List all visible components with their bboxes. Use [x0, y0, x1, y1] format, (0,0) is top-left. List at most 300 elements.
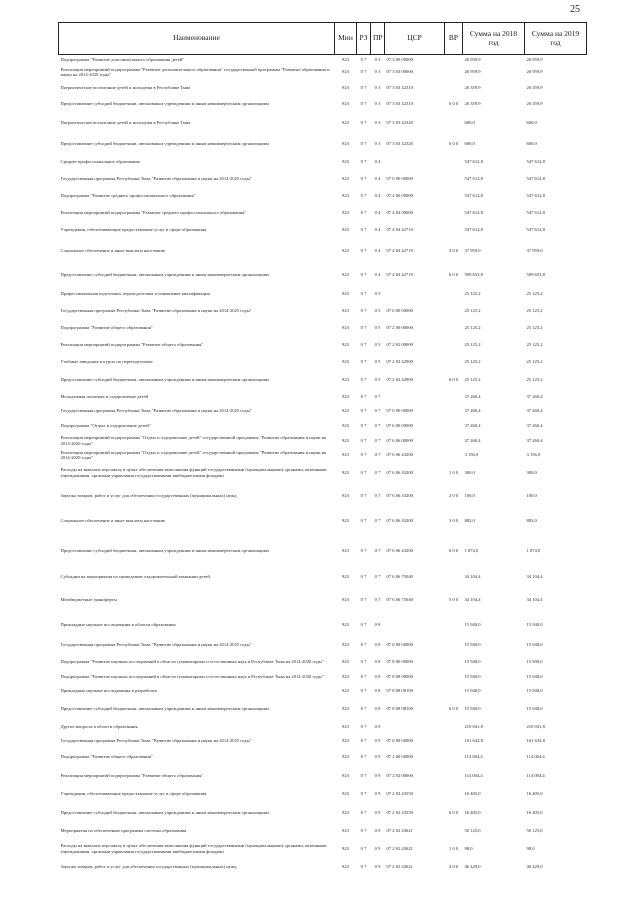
cell-sum-2019: 15 940,0: [526, 621, 543, 627]
cell-csr: 07 3 00 00000: [386, 56, 413, 62]
cell-pr: 0 3: [374, 120, 381, 126]
cell-pr: 0 9: [374, 772, 381, 778]
cell-min: 923: [342, 791, 349, 797]
cell-pr: 0 7: [374, 422, 381, 428]
cell-sum-2019: 161 632,8: [526, 737, 545, 743]
cell-pr: 0 8: [374, 687, 381, 693]
cell-sum-2018: 25 125,2: [464, 291, 481, 297]
cell-vr: [445, 113, 463, 134]
cell-name: Предоставление субсидий бюджетным, автономным учреждениям и иным некоммерческим организациям: [60, 547, 269, 553]
cell-sum-2018: 50 125,0: [464, 827, 481, 833]
cell-csr: 07 0 00 00000: [386, 175, 413, 181]
cell-rz: 0 7: [360, 271, 367, 277]
table-row: [59, 64, 587, 81]
table-row: [59, 462, 587, 484]
cell-pr: 0 9: [374, 845, 381, 851]
table-row: [59, 721, 587, 733]
cell-rz: 0 7: [360, 342, 367, 348]
cell-csr: 07 6 06 43200: [386, 518, 413, 524]
header-sum-2019: Сумма на 2019 год: [525, 23, 587, 55]
budget-table: [58, 22, 587, 875]
cell-sum-2019: 547 612,8: [526, 192, 545, 198]
cell-pr: 0 7: [374, 573, 381, 579]
header-sum-2018: Сумма на 2018 год: [463, 23, 525, 55]
cell-min: 923: [342, 422, 349, 428]
cell-sum-2019: 46 429,0: [526, 863, 543, 869]
cell-csr: 07 3 03 42320: [386, 120, 413, 126]
cell-min: 923: [342, 342, 349, 348]
cell-vr: [445, 786, 463, 803]
cell-vr: 6 0 0: [448, 141, 459, 147]
cell-sum-2018: 16 405,0: [464, 809, 481, 815]
cell-csr: 07 8 08 00000: [386, 673, 413, 679]
cell-sum-2018: 34 104,4: [464, 597, 481, 603]
cell-sum-2018: 547 612,8: [464, 227, 483, 233]
cell-rz: 0 7: [360, 754, 367, 760]
cell-pr: 0 9: [374, 737, 381, 743]
cell-csr: [385, 287, 445, 302]
cell-rz: 0 7: [360, 706, 367, 712]
table-row: [59, 433, 587, 449]
cell-vr: [445, 320, 463, 336]
cell-rz: 0 7: [360, 621, 367, 627]
cell-name: Другие вопросы в области образования: [60, 723, 138, 729]
cell-rz: 0 7: [360, 159, 367, 165]
table-row: [59, 391, 587, 404]
cell-sum-2018: 15 940,0: [464, 706, 481, 712]
cell-name: Предоставление субсидий бюджетным, автономным учреждениям и иным некоммерческим организациям: [60, 141, 269, 147]
cell-vr: 1 0 0: [448, 469, 459, 475]
table-row: [59, 567, 587, 587]
cell-sum-2018: 34 104,4: [464, 573, 481, 579]
cell-sum-2018: 882,0: [464, 518, 475, 524]
cell-sum-2019: 547 612,8: [526, 209, 545, 215]
cell-pr: 0 8: [374, 658, 381, 664]
cell-sum-2018: 600,0: [464, 120, 475, 126]
cell-name: Закупка товаров, работ и услуг для обеспечения государственных (муниципальных) нужд: [60, 863, 237, 869]
cell-min: 923: [342, 547, 349, 553]
cell-sum-2019: 600,0: [526, 120, 537, 126]
cell-min: 923: [342, 597, 349, 603]
table-row: [59, 786, 587, 803]
cell-vr: [445, 81, 463, 96]
cell-pr: 0 7: [374, 547, 381, 553]
cell-pr: 0 9: [374, 827, 381, 833]
cell-sum-2018: 15 940,0: [464, 621, 481, 627]
table-row: [59, 484, 587, 508]
cell-rz: 0 7: [360, 518, 367, 524]
cell-vr: [445, 355, 463, 369]
cell-sum-2018: 547 612,8: [464, 192, 483, 198]
cell-min: 923: [342, 141, 349, 147]
cell-vr: 6 0 0: [448, 547, 459, 553]
cell-name: Закупка товаров, работ и услуг для обеспечения государственных (муниципальных) нужд: [60, 492, 237, 498]
cell-sum-2019: 600,0: [526, 141, 537, 147]
cell-vr: [445, 64, 463, 81]
cell-sum-2018: 15 940,0: [464, 641, 481, 647]
cell-rz: 0 7: [360, 547, 367, 553]
cell-name: Реализация мероприятий подпрограммы "Отдых и оздоровление детей" государственной программы "Развитие образования и науки на 2014-2020 годы": [60, 435, 327, 446]
cell-name: Подпрограмма "Отдых и оздоровление детей": [60, 422, 151, 428]
cell-min: 923: [342, 658, 349, 664]
cell-sum-2018: 37 260,4: [464, 408, 481, 414]
cell-csr: 07 2 02 43621: [386, 845, 413, 851]
cell-rz: 0 7: [360, 209, 367, 215]
cell-pr: 0 8: [374, 621, 381, 627]
cell-name: Межбюджетные трансферты: [60, 597, 117, 603]
cell-sum-2019: 15 940,0: [526, 673, 543, 679]
cell-min: 923: [342, 56, 349, 62]
cell-sum-2018: 46 429,0: [464, 863, 481, 869]
cell-min: 923: [342, 492, 349, 498]
cell-rz: 0 7: [360, 437, 367, 443]
cell-vr: 2 0 0: [448, 863, 459, 869]
table-row: [59, 698, 587, 721]
page-number: 25: [570, 4, 580, 15]
cell-pr: 0 3: [374, 101, 381, 107]
cell-pr: 0 5: [374, 324, 381, 330]
cell-sum-2018: 210 041,8: [464, 723, 483, 729]
cell-rz: 0 7: [360, 723, 367, 729]
cell-vr: [445, 302, 463, 320]
table-row: [59, 535, 587, 567]
cell-sum-2019: 37 260,4: [526, 437, 543, 443]
cell-min: 923: [342, 772, 349, 778]
table-row: [59, 803, 587, 823]
cell-sum-2019: 25 125,2: [526, 376, 543, 382]
cell-pr: 0 7: [374, 437, 381, 443]
table-row: [59, 733, 587, 749]
cell-name: Расходы на выплаты персоналу в целях обеспечения выполнения функций государственными (муниципальными) органами, казенными учреждениями, органами управления государственными внебюджетными фондами: [60, 467, 327, 478]
cell-min: 923: [342, 227, 349, 233]
cell-sum-2018: 26 959,9: [464, 56, 481, 62]
cell-sum-2018: 114 004,4: [464, 772, 483, 778]
cell-csr: 07 6 06 43200: [386, 469, 413, 475]
cell-vr: [445, 55, 463, 64]
table-row: [59, 155, 587, 170]
table-row: [59, 614, 587, 636]
table-row: [59, 188, 587, 204]
cell-vr: 6 0 0: [448, 376, 459, 382]
cell-rz: 0 7: [360, 673, 367, 679]
cell-rz: 0 7: [360, 175, 367, 181]
cell-sum-2019: 37 959,0: [526, 247, 543, 253]
cell-pr: 0 8: [374, 641, 381, 647]
cell-sum-2019: 50 125,0: [526, 827, 543, 833]
cell-sum-2019: 26 959,9: [526, 69, 543, 75]
cell-csr: 07 4 04 42710: [386, 271, 413, 277]
cell-name: Патриотическое воспитание детей и молодежи в Республике Тыва: [60, 120, 191, 126]
cell-pr: 0 4: [374, 227, 381, 233]
cell-rz: 0 7: [360, 573, 367, 579]
cell-csr: 07 3 03 42310: [386, 101, 413, 107]
cell-csr: 07 6 06 43200: [386, 492, 413, 498]
cell-sum-2018: 15 940,0: [464, 687, 481, 693]
header-csr: ЦСР: [385, 23, 445, 55]
cell-min: 923: [342, 101, 349, 107]
cell-name: Прикладные научные исследования и разработки: [60, 687, 157, 693]
cell-vr: [445, 567, 463, 587]
cell-vr: [445, 404, 463, 419]
cell-pr: 0 3: [374, 85, 381, 91]
table-row: [59, 749, 587, 766]
table-header: [59, 23, 587, 55]
cell-sum-2018: 26 359,9: [464, 101, 481, 107]
cell-sum-2018: 100,0: [464, 492, 475, 498]
cell-name: Государственная программа Республики Тыва "Развитие образования и науки на 2014-2025 годы": [60, 737, 252, 743]
cell-name: Учреждения, обеспечивающие предоставление услуг в сфере образования: [60, 791, 207, 797]
table-row: [59, 404, 587, 419]
cell-name: Прикладные научные исследования в области образования: [60, 621, 176, 627]
cell-rz: 0 7: [360, 845, 367, 851]
cell-vr: 6 0 0: [448, 101, 459, 107]
cell-name: Государственная программа Республики Тыва "Развитие образования и науки на 2014-2025 годы": [60, 175, 252, 181]
cell-min: 923: [342, 573, 349, 579]
cell-name: Расходы на выплаты персоналу в целях обеспечения выполнения функций государственными (муниципальными) органами, казенными учреждениями, органами управления государственными внебюджетными фондами: [60, 843, 327, 854]
cell-pr: 0 5: [374, 342, 381, 348]
cell-sum-2019: 37 260,4: [526, 422, 543, 428]
cell-min: 923: [342, 706, 349, 712]
cell-vr: [445, 733, 463, 749]
cell-csr: 07 2 02 00000: [386, 342, 413, 348]
cell-sum-2019: 3 156,0: [526, 452, 541, 458]
cell-csr: 07 8 08 08100: [386, 706, 413, 712]
cell-sum-2019: 547 612,8: [526, 175, 545, 181]
cell-sum-2018: 26 359,9: [464, 85, 481, 91]
cell-sum-2018: 161 632,8: [464, 737, 483, 743]
cell-pr: 0 4: [374, 209, 381, 215]
cell-rz: 0 7: [360, 192, 367, 198]
cell-min: 923: [342, 291, 349, 297]
cell-vr: [445, 823, 463, 839]
cell-pr: 0 4: [374, 271, 381, 277]
header-name: Наименование: [59, 23, 335, 55]
cell-pr: 0 9: [374, 809, 381, 815]
header-min: Мин: [335, 23, 357, 55]
cell-sum-2019: 114 004,4: [526, 754, 545, 760]
cell-pr: 0 4: [374, 247, 381, 253]
cell-sum-2018: 1 874,0: [464, 547, 479, 553]
cell-pr: 0 5: [374, 376, 381, 382]
cell-vr: [445, 419, 463, 433]
header-vr: ВР: [445, 23, 463, 55]
cell-sum-2018: 25 125,2: [464, 376, 481, 382]
cell-sum-2019: 26 359,9: [526, 85, 543, 91]
cell-sum-2019: 300,0: [526, 469, 537, 475]
cell-name: Реализация мероприятий подпрограммы "Развитие дополнительного образования" государственной программы "Развитие образования и науки на 2014-2020 годы": [60, 66, 330, 77]
cell-sum-2019: 15 940,0: [526, 687, 543, 693]
cell-vr: [445, 170, 463, 188]
cell-name: Подпрограмма "Развитие научных исследований в области гуманитарных и естественных наук в Республике Тыва на 2014-2020 годы": [60, 673, 324, 679]
cell-min: 923: [342, 192, 349, 198]
cell-pr: 0 3: [374, 56, 381, 62]
cell-sum-2019: 100,0: [526, 492, 537, 498]
table-row: [59, 81, 587, 96]
cell-pr: 0 7: [374, 492, 381, 498]
cell-vr: [445, 222, 463, 239]
cell-csr: 07 4 04 00000: [386, 209, 413, 215]
cell-csr: 07 0 00 00000: [386, 408, 413, 414]
cell-min: 923: [342, 247, 349, 253]
cell-min: 923: [342, 209, 349, 215]
cell-rz: 0 7: [360, 772, 367, 778]
cell-name: Учебные заведения и курсы по переподготовке: [60, 358, 153, 364]
cell-pr: 0 5: [374, 307, 381, 313]
header-rz: РЗ: [357, 23, 371, 55]
cell-csr: 07 6 06 00000: [386, 437, 413, 443]
cell-csr: 07 2 00 00000: [386, 324, 413, 330]
cell-vr: [445, 391, 463, 404]
cell-vr: [445, 654, 463, 670]
cell-min: 923: [342, 687, 349, 693]
cell-min: 923: [342, 469, 349, 475]
cell-min: 923: [342, 159, 349, 165]
cell-csr: 07 6 06 43200: [386, 452, 413, 458]
table-row: [59, 654, 587, 670]
cell-csr: [385, 155, 445, 170]
cell-name: Учреждения, обеспечивающие предоставление услуг в сфере образования: [60, 227, 207, 233]
cell-pr: 0 7: [374, 394, 381, 400]
cell-pr: 0 7: [374, 597, 381, 603]
cell-name: Реализация мероприятий подпрограммы "Отдых и оздоровление детей" государственной программы "Развитие образования и науки на 2014-2020 годы": [60, 449, 327, 460]
cell-csr: 07 2 02 43621: [386, 863, 413, 869]
cell-pr: 0 4: [374, 159, 381, 165]
cell-name: Реализация мероприятий подпрограммы "Развитие общего образования": [60, 772, 204, 778]
cell-rz: 0 7: [360, 227, 367, 233]
cell-min: 923: [342, 120, 349, 126]
cell-csr: 07 3 03 00000: [386, 69, 413, 75]
cell-csr: 07 2 02 42900: [386, 376, 413, 382]
cell-rz: 0 7: [360, 408, 367, 414]
cell-min: 923: [342, 673, 349, 679]
cell-min: 923: [342, 376, 349, 382]
header-pr: ПР: [371, 23, 385, 55]
cell-rz: 0 7: [360, 101, 367, 107]
cell-pr: 0 9: [374, 791, 381, 797]
table-row: [59, 670, 587, 684]
table-row: [59, 684, 587, 698]
cell-sum-2018: 37 959,0: [464, 247, 481, 253]
cell-csr: [385, 614, 445, 636]
table-body: [59, 55, 587, 875]
cell-rz: 0 7: [360, 809, 367, 815]
cell-csr: 07 4 04 42710: [386, 227, 413, 233]
cell-pr: 0 3: [374, 69, 381, 75]
cell-csr: 07 3 03 42310: [386, 85, 413, 91]
cell-rz: 0 7: [360, 376, 367, 382]
cell-name: Молодежная политика и оздоровление детей: [60, 394, 149, 400]
cell-min: 923: [342, 863, 349, 869]
cell-sum-2019: 25 125,2: [526, 307, 543, 313]
cell-min: 923: [342, 307, 349, 313]
cell-min: 923: [342, 827, 349, 833]
cell-csr: 07 2 02 43550: [386, 809, 413, 815]
cell-min: 923: [342, 394, 349, 400]
cell-name: Предоставление субсидий бюджетным, автономным учреждениям и иным некоммерческим организациям: [60, 271, 269, 277]
cell-name: Государственная программа Республики Тыва "Развитие образования и науки на 2014-2025 годы": [60, 307, 252, 313]
cell-sum-2019: 882,0: [526, 518, 537, 524]
cell-sum-2019: 210 041,8: [526, 723, 545, 729]
cell-sum-2019: 16 405,0: [526, 809, 543, 815]
cell-sum-2018: 15 940,0: [464, 658, 481, 664]
table-row: [59, 134, 587, 155]
cell-sum-2019: 26 359,9: [526, 101, 543, 107]
cell-csr: 07 8 08 08100: [386, 687, 413, 693]
cell-vr: [445, 287, 463, 302]
table-row: [59, 336, 587, 355]
cell-name: Подпрограмма "Развитие дополнительного образования детей": [60, 56, 185, 62]
cell-rz: 0 7: [360, 307, 367, 313]
cell-sum-2018: 98,0: [464, 845, 473, 851]
cell-name: Предоставление субсидий бюджетным, автономным учреждениям и иным некоммерческим организациям: [60, 809, 269, 815]
cell-rz: 0 7: [360, 291, 367, 297]
table-row: [59, 449, 587, 462]
cell-vr: 1 0 0: [448, 845, 459, 851]
cell-csr: 07 2 00 00000: [386, 754, 413, 760]
cell-min: 923: [342, 408, 349, 414]
cell-vr: [445, 155, 463, 170]
cell-csr: 07 6 06 75040: [386, 573, 413, 579]
cell-pr: 0 7: [374, 408, 381, 414]
table-row: [59, 55, 587, 64]
cell-pr: 0 8: [374, 706, 381, 712]
cell-pr: 0 7: [374, 518, 381, 524]
cell-sum-2019: 25 125,2: [526, 291, 543, 297]
cell-sum-2018: 547 612,8: [464, 209, 483, 215]
cell-vr: 5 0 0: [448, 597, 459, 603]
cell-vr: [445, 188, 463, 204]
cell-sum-2019: 25 125,2: [526, 342, 543, 348]
cell-sum-2019: 15 940,0: [526, 658, 543, 664]
cell-name: Мероприятия по обеспечению программы системы образования: [60, 827, 187, 833]
cell-csr: 07 3 03 42320: [386, 141, 413, 147]
cell-sum-2018: 114 004,4: [464, 754, 483, 760]
cell-sum-2018: 25 125,2: [464, 307, 481, 313]
cell-min: 923: [342, 621, 349, 627]
cell-csr: [385, 721, 445, 733]
cell-vr: [445, 614, 463, 636]
cell-vr: [445, 636, 463, 654]
cell-pr: 0 8: [374, 673, 381, 679]
cell-min: 923: [342, 518, 349, 524]
table-row: [59, 823, 587, 839]
cell-name: Субсидии на мероприятия по проведению оздоровительной кампании детей: [60, 573, 210, 579]
cell-sum-2018: 600,0: [464, 141, 475, 147]
cell-rz: 0 7: [360, 69, 367, 75]
cell-sum-2019: 547 612,8: [526, 227, 545, 233]
cell-min: 923: [342, 452, 349, 458]
cell-pr: 0 9: [374, 754, 381, 760]
cell-csr: 07 4 00 00000: [386, 192, 413, 198]
cell-sum-2019: 37 260,4: [526, 394, 543, 400]
cell-pr: 0 3: [374, 141, 381, 147]
table-row: [59, 222, 587, 239]
cell-vr: [445, 433, 463, 449]
cell-name: Реализация мероприятий подпрограммы "Развитие среднего профессионального образования": [60, 209, 247, 215]
cell-rz: 0 7: [360, 791, 367, 797]
cell-sum-2018: 3 156,0: [464, 452, 479, 458]
cell-sum-2018: 25 125,2: [464, 342, 481, 348]
cell-vr: [445, 766, 463, 786]
cell-sum-2018: 37 260,4: [464, 394, 481, 400]
cell-name: Подпрограмма "Развитие научных исследований в области гуманитарных и естественных наук в Республике Тыва на 2014-2020 годы": [60, 658, 324, 664]
cell-name: Социальное обеспечение и иные выплаты населению: [60, 518, 166, 524]
cell-sum-2019: 34 104,4: [526, 597, 543, 603]
cell-csr: [385, 391, 445, 404]
cell-name: Подпрограмма "Развитие общего образования": [60, 324, 153, 330]
table-row: [59, 96, 587, 113]
cell-sum-2018: 15 940,0: [464, 673, 481, 679]
